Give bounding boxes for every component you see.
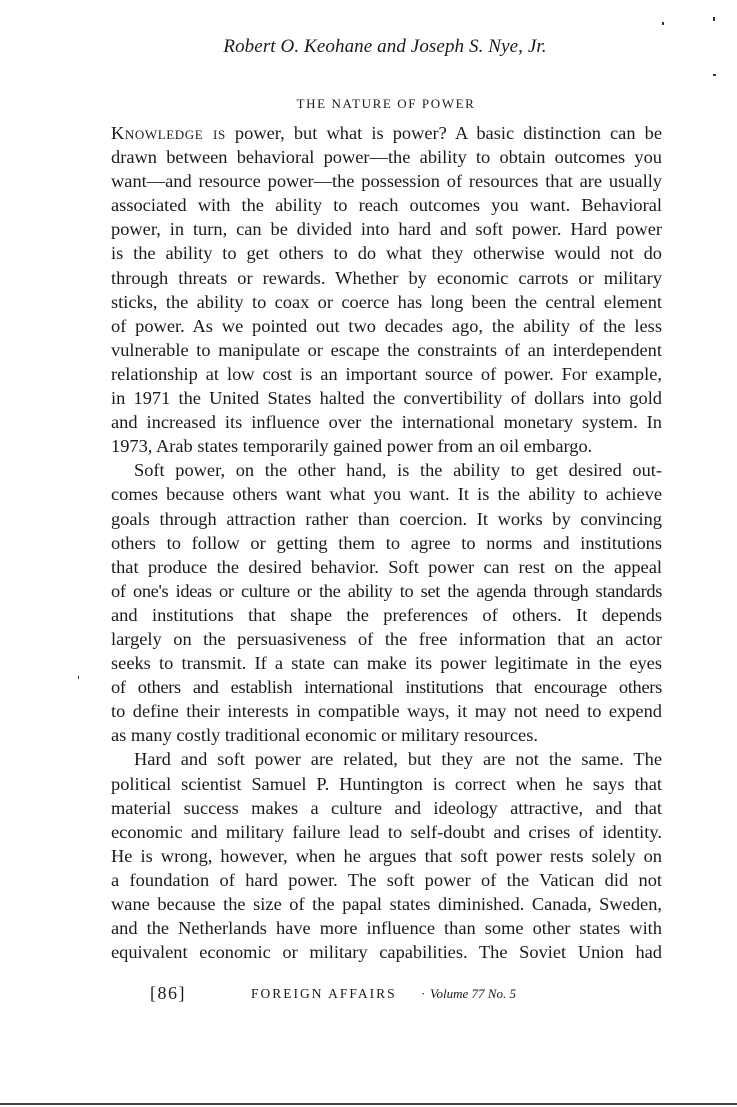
paragraph-1-line: of power. As we pointed out two decades ago, the ability of the less [111,315,662,336]
paragraph-1-line: vulnerable to manipulate or escape the constraints of an interdependent [111,339,662,360]
scan-speck [713,74,716,76]
paragraph-3-line: a foundation of hard power. The soft power of the Vatican did not [111,869,662,890]
paragraph-2-line-last: as many costly traditional economic or military resources. [111,725,538,746]
paragraph-1-line-1 [111,121,662,145]
paragraph-3-line-first: Hard and soft power are related, but they are not the same. The [134,749,662,770]
paragraph-1-line: want—and resource power—the possession of resources that are usually [111,171,662,192]
paragraph-2-line: to define their interests in compatible ways, it may not need to expend [111,701,662,722]
paragraph-2-line: seeks to transmit. If a state can make its power legitimate in the eyes [111,653,662,674]
paragraph-3-line: equivalent economic or military capabilities. The Soviet Union had [111,942,662,963]
paragraph-2-line: others to follow or getting them to agree to norms and institutions [111,532,662,553]
paragraph-2-line: largely on the persuasiveness of the free information that an actor [111,628,662,649]
scan-speck [713,17,715,21]
paragraph-1-line: and increased its influence over the international monetary system. In [111,412,662,433]
paragraph-1-line: power, in turn, can be divided into hard and soft power. Hard power [111,219,662,240]
paragraph-1-line: is the ability to get others to do what they otherwise would not do [111,243,662,264]
small-caps-lead-in: Knowledge is [111,123,226,143]
paragraph-3-line: political scientist Samuel P. Huntington is correct when he says that [111,773,662,794]
article-body [111,121,662,964]
paragraph-2-line: and institutions that shape the preferences of others. It depends [111,604,662,625]
paragraph-3-line: wane because the size of the papal states diminished. Canada, Sweden, [111,894,662,914]
running-head-authors: Robert O. Keohane and Joseph S. Nye, Jr. [223,36,547,57]
scan-speck [78,676,79,679]
paragraph-2-line: comes because others want what you want. It is the ability to achieve [111,484,662,505]
paragraph-2-line-first: Soft power, on the other hand, is the ability to get desired out- [134,460,662,481]
footer-separator: · [421,986,426,1001]
paragraph-2-line: of one's ideas or culture or the ability to set the agenda through standards [111,580,662,601]
paragraph-2-line: that produce the desired behavior. Soft power can rest on the appeal [111,556,662,577]
paragraph-1-line: drawn between behavioral power—the ability to obtain outcomes you [111,147,662,168]
paragraph-1-line: in 1971 the United States halted the convertibility of dollars into gold [111,388,662,409]
paragraph-1-line: associated with the ability to reach outcomes you want. Behavioral [111,195,662,216]
page-number: [86] [150,983,186,1003]
paragraph-3-line: economic and military failure lead to self-doubt and crises of identity. [111,821,662,842]
paragraph-1-line-1-rest: power, but what is power? A basic distinction can be [225,123,662,143]
paragraph-2-line: of others and establish international institutions that encourage others [111,677,662,698]
paragraph-3-line: and the Netherlands have more influence than some other states with [111,918,662,939]
paragraph-1-line: through threats or rewards. Whether by economic carrots or military [111,267,662,288]
paragraph-3-line: material success makes a culture and ideology attractive, and that [111,797,662,818]
paragraph-1-line: sticks, the ability to coax or coerce has long been the central element [111,291,662,312]
journal-name: FOREIGN AFFAIRS [251,986,397,1001]
paragraph-2-line: goals through attraction rather than coercion. It works by convincing [111,508,662,529]
scan-speck [662,22,664,25]
section-heading: THE NATURE OF POWER [296,96,476,111]
volume-issue: Volume 77 No. 5 [430,986,516,1001]
paragraph-3-line: He is wrong, however, when he argues that soft power rests solely on [111,845,662,866]
paragraph-1-line: relationship at low cost is an important source of power. For example, [111,363,662,384]
paragraph-1-line-last: 1973, Arab states temporarily gained power from an oil embargo. [111,436,593,457]
page-bottom-edge [0,1103,737,1105]
